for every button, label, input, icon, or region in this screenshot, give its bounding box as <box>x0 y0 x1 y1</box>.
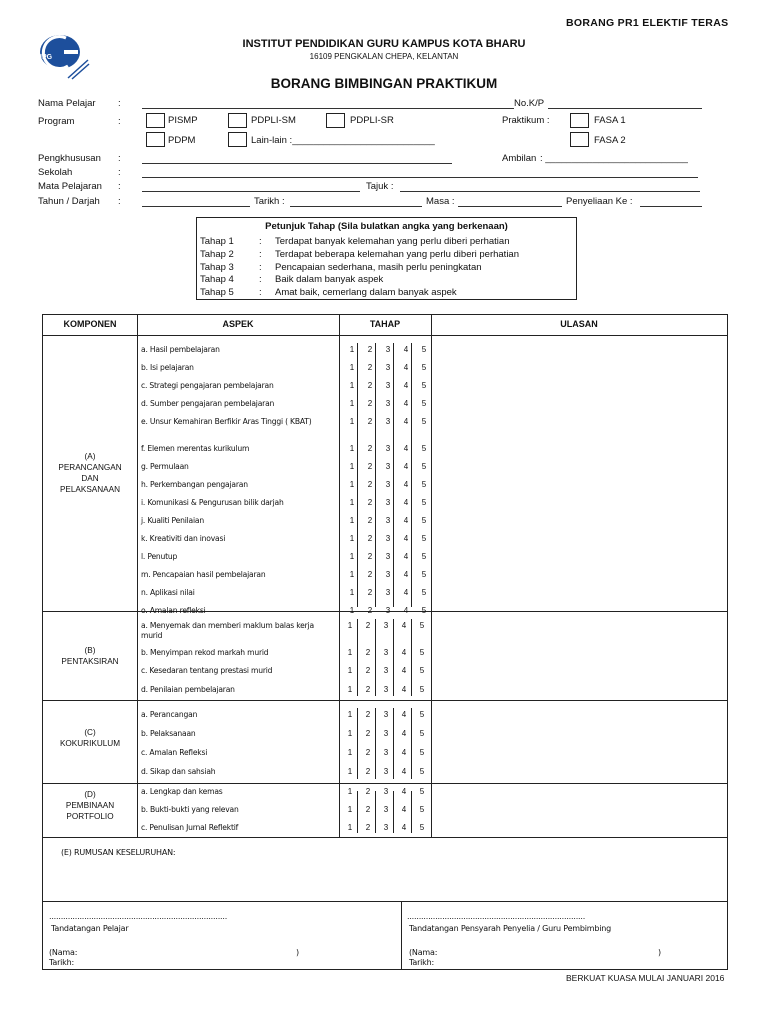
tahap-option-3[interactable]: 3 <box>385 606 391 615</box>
tahap-option-1[interactable]: 1 <box>349 462 355 471</box>
colon: : <box>118 181 121 192</box>
tahap-option-4[interactable]: 4 <box>403 363 409 372</box>
aspect-item: d. Sumber pengajaran pembelajaran <box>141 399 275 408</box>
tahap-option-1[interactable]: 1 <box>347 805 353 814</box>
level-description: Pencapaian sederhana, masih perlu peningkatan <box>275 261 482 273</box>
masa-field[interactable] <box>458 206 562 207</box>
header-komponen: KOMPONEN <box>63 319 117 329</box>
tarikh-field[interactable] <box>290 206 422 207</box>
component-label-line: PELAKSANAAN <box>59 485 121 494</box>
level-separator: : <box>259 287 262 299</box>
tahap-option-3[interactable]: 3 <box>385 363 391 372</box>
tahap-option-3[interactable]: 3 <box>383 684 389 694</box>
tahap-option-1[interactable]: 1 <box>349 570 355 579</box>
header-aspek: ASPEK <box>222 319 254 329</box>
tahap-option-4[interactable]: 4 <box>403 588 409 597</box>
label-praktikum: Praktikum : <box>502 115 550 126</box>
tahap-option-5[interactable]: 5 <box>421 462 427 471</box>
signature-area <box>42 902 728 970</box>
label-pengkhususan: Pengkhususan <box>38 153 101 164</box>
checkbox-fasa-1[interactable] <box>570 113 589 128</box>
tahap-option-3[interactable]: 3 <box>383 729 389 738</box>
tahap-option-1[interactable]: 1 <box>347 621 353 630</box>
checkbox-lain-lain[interactable] <box>228 132 247 147</box>
tahap-option-4[interactable]: 4 <box>401 710 407 719</box>
tahap-option-5[interactable]: 5 <box>421 444 427 453</box>
tahap-option-4[interactable]: 4 <box>401 805 407 814</box>
tahap-option-2[interactable]: 2 <box>367 570 373 579</box>
level-label: Tahap 5 <box>200 287 234 299</box>
checkbox-fasa-2[interactable] <box>570 132 589 147</box>
component-label-line: (D) <box>84 790 96 799</box>
sig-right-label: Tandatangan Pensyarah Penyelia / Guru Pembimbing <box>409 924 612 933</box>
header-ulasan: ULASAN <box>560 319 598 329</box>
tahap-option-5[interactable]: 5 <box>419 748 425 757</box>
tahap-option-1[interactable]: 1 <box>349 534 355 543</box>
tahap-option-1[interactable]: 1 <box>349 363 355 372</box>
institute-address: 16109 PENGKALAN CHEPA, KELANTAN <box>309 52 459 61</box>
tahap-option-3[interactable]: 3 <box>385 399 391 408</box>
tahap-option-4[interactable]: 4 <box>403 417 409 426</box>
aspect-item: j. Kualiti Penilaian <box>141 516 204 525</box>
tahap-option-4[interactable]: 4 <box>403 552 409 561</box>
tahap-option-4[interactable]: 4 <box>403 399 409 408</box>
sig-left-date[interactable]: Tarikh: <box>49 958 74 967</box>
tahap-option-2[interactable]: 2 <box>367 480 373 489</box>
aspect-item: g. Permulaan <box>141 462 189 471</box>
tahap-option-3[interactable]: 3 <box>383 787 389 796</box>
component-label-line: PERANCANGAN <box>58 463 122 472</box>
tahap-option-4[interactable]: 4 <box>401 729 407 738</box>
tahap-option-5[interactable]: 5 <box>421 570 427 579</box>
tahap-option-1[interactable]: 1 <box>349 417 355 426</box>
tahap-option-3[interactable]: 3 <box>383 823 389 832</box>
component-label-line: KOKURIKULUM <box>59 739 121 748</box>
tahap-option-2[interactable]: 2 <box>365 710 371 719</box>
tahap-option-3[interactable]: 3 <box>383 648 389 658</box>
tahap-option-5[interactable]: 5 <box>419 684 425 694</box>
tahap-option-2[interactable]: 2 <box>367 399 373 408</box>
label-penyeliaan: Penyeliaan Ke : <box>566 196 633 207</box>
tahap-option-2[interactable]: 2 <box>367 462 373 471</box>
tahap-option-4[interactable]: 4 <box>403 570 409 579</box>
aspect-item: c. Amalan Refleksi <box>141 748 208 757</box>
tahap-option-2[interactable]: 2 <box>367 444 373 453</box>
tahap-option-2[interactable]: 2 <box>365 823 371 832</box>
aspect-item: e. Unsur Kemahiran Berfikir Aras Tinggi ( KBAT) <box>141 417 312 426</box>
option-pismp: PISMP <box>168 115 198 126</box>
tahap-option-1[interactable]: 1 <box>349 480 355 489</box>
tahap-option-5[interactable]: 5 <box>421 552 427 561</box>
aspect-item: b. Menyimpan rekod markah murid <box>141 648 269 658</box>
tahap-option-1[interactable]: 1 <box>347 729 353 738</box>
checkbox-pismp[interactable] <box>146 113 165 128</box>
tahap-option-1[interactable]: 1 <box>347 684 353 694</box>
tahap-option-1[interactable]: 1 <box>349 498 355 507</box>
tahap-option-1[interactable]: 1 <box>349 345 355 354</box>
tahap-option-2[interactable]: 2 <box>365 787 371 796</box>
tahap-option-5[interactable]: 5 <box>419 805 425 814</box>
aspect-item: i. Komunikasi & Pengurusan bilik darjah <box>141 498 284 507</box>
aspect-item: a. Menyemak dan memberi maklum balas kerja murid <box>141 621 314 640</box>
tahap-option-4[interactable]: 4 <box>401 767 407 776</box>
tahap-option-2[interactable]: 2 <box>365 729 371 738</box>
tahap-option-5[interactable]: 5 <box>419 648 425 658</box>
tahap-option-3[interactable]: 3 <box>385 534 391 543</box>
tahap-option-4[interactable]: 4 <box>401 787 407 796</box>
label-ambilan: Ambilan <box>502 153 537 164</box>
tahap-option-5[interactable]: 5 <box>421 399 427 408</box>
tahap-option-2[interactable]: 2 <box>367 516 373 525</box>
level-label: Tahap 3 <box>200 261 234 273</box>
tahap-option-2[interactable]: 2 <box>367 606 373 615</box>
colon: : <box>118 98 121 109</box>
footer-effective-date: BERKUAT KUASA MULAI JANUARI 2016 <box>566 973 725 983</box>
ambilan-field[interactable]: : ___________________________ <box>540 153 688 164</box>
colon: : <box>118 153 121 164</box>
tahap-option-2[interactable]: 2 <box>365 666 371 676</box>
mata-pelajaran-field[interactable] <box>142 191 360 192</box>
tahap-option-4[interactable]: 4 <box>401 648 407 658</box>
aspect-item: l. Penutup <box>141 552 178 561</box>
aspect-item: o. Amalan refleksi <box>141 606 206 615</box>
tahap-option-3[interactable]: 3 <box>385 417 391 426</box>
component-label-line: (B) <box>84 646 96 655</box>
tahap-option-4[interactable]: 4 <box>403 381 409 390</box>
level-separator: : <box>259 248 262 260</box>
instructions-box <box>196 217 577 300</box>
tahap-option-5[interactable]: 5 <box>421 588 427 597</box>
tahap-option-4[interactable]: 4 <box>403 462 409 471</box>
penyeliaan-field[interactable] <box>640 206 702 207</box>
tahap-option-3[interactable]: 3 <box>385 462 391 471</box>
tahap-option-2[interactable]: 2 <box>367 363 373 372</box>
aspect-item: h. Perkembangan pengajaran <box>141 480 248 489</box>
label-masa: Masa : <box>426 196 455 207</box>
tahap-option-1[interactable]: 1 <box>347 787 353 796</box>
tahap-option-4[interactable]: 4 <box>401 621 407 630</box>
tahap-option-5[interactable]: 5 <box>421 345 427 354</box>
aspect-item: b. Isi pelajaran <box>141 363 194 372</box>
tahap-option-5[interactable]: 5 <box>419 729 425 738</box>
level-description: Baik dalam banyak aspek <box>275 274 384 286</box>
sig-left-label: Tandatangan Pelajar <box>51 924 129 933</box>
component-label <box>43 451 137 495</box>
checkbox-pdpli-sr[interactable] <box>326 113 345 128</box>
tahap-option-5[interactable]: 5 <box>421 381 427 390</box>
tahap-option-3[interactable]: 3 <box>383 666 389 676</box>
label-mata-pelajaran: Mata Pelajaran <box>38 181 102 192</box>
tahap-option-4[interactable]: 4 <box>401 666 407 676</box>
tahap-option-3[interactable]: 3 <box>383 767 389 776</box>
signature-divider <box>401 902 402 970</box>
tahap-option-5[interactable]: 5 <box>421 516 427 525</box>
sekolah-field[interactable] <box>142 177 698 178</box>
tahap-option-4[interactable]: 4 <box>403 516 409 525</box>
nokp-field[interactable] <box>548 108 702 109</box>
level-label: Tahap 4 <box>200 274 234 286</box>
tahap-option-3[interactable]: 3 <box>385 588 391 597</box>
sig-right-date[interactable]: Tarikh: <box>409 958 434 967</box>
tahap-option-3[interactable]: 3 <box>385 498 391 507</box>
instructions-title: Petunjuk Tahap (Sila bulatkan angka yang berkenaan) <box>265 221 508 232</box>
col-divider-komponen <box>137 315 138 837</box>
component-label <box>43 727 137 749</box>
tahap-option-5[interactable]: 5 <box>421 417 427 426</box>
tahap-option-4[interactable]: 4 <box>401 684 407 694</box>
tahap-option-3[interactable]: 3 <box>383 805 389 814</box>
tahap-option-2[interactable]: 2 <box>367 417 373 426</box>
tahun-darjah-field[interactable] <box>142 206 250 207</box>
tahap-option-1[interactable]: 1 <box>349 399 355 408</box>
label-nokp: No.K/P <box>514 98 545 109</box>
logo-text: IPG <box>40 54 53 61</box>
tahap-option-4[interactable]: 4 <box>401 823 407 832</box>
tahap-option-1[interactable]: 1 <box>349 516 355 525</box>
component-label <box>43 789 137 822</box>
tahap-option-3[interactable]: 3 <box>383 621 389 630</box>
sig-left-dots[interactable]: ............................................................................ <box>49 912 228 921</box>
tahap-option-2[interactable]: 2 <box>367 534 373 543</box>
tahap-option-1[interactable]: 1 <box>347 823 353 832</box>
tahap-option-5[interactable]: 5 <box>419 787 425 796</box>
tahap-option-2[interactable]: 2 <box>365 748 371 757</box>
sig-right-name[interactable]: (Nama: <box>409 948 438 957</box>
tahap-option-1[interactable]: 1 <box>349 381 355 390</box>
tahap-option-4[interactable]: 4 <box>403 480 409 489</box>
tahap-option-2[interactable]: 2 <box>365 767 371 776</box>
label-tahun-darjah: Tahun / Darjah <box>38 196 100 207</box>
tahap-option-3[interactable]: 3 <box>383 748 389 757</box>
aspect-item: d. Sikap dan sahsiah <box>141 767 216 776</box>
aspect-item: c. Penulisan Jurnal Reflektif <box>141 823 239 832</box>
aspect-item: n. Aplikasi nilai <box>141 588 195 597</box>
aspect-item: f. Elemen merentas kurikulum <box>141 444 250 453</box>
tahap-option-1[interactable]: 1 <box>347 748 353 757</box>
summary-label: (E) RUMUSAN KESELURUHAN: <box>61 848 176 857</box>
tahap-option-1[interactable]: 1 <box>347 710 353 719</box>
header-tahap: TAHAP <box>369 319 401 329</box>
tahap-option-5[interactable]: 5 <box>421 498 427 507</box>
form-title: BORANG BIMBINGAN PRAKTIKUM <box>270 76 498 91</box>
level-description: Terdapat banyak kelemahan yang perlu diberi perhatian <box>275 236 510 247</box>
label-tarikh: Tarikh : <box>254 196 285 207</box>
aspect-item: a. Perancangan <box>141 710 198 719</box>
tahap-option-2[interactable]: 2 <box>365 648 371 658</box>
tahap-option-4[interactable]: 4 <box>403 498 409 507</box>
tahap-option-5[interactable]: 5 <box>419 823 425 832</box>
tahap-option-4[interactable]: 4 <box>403 606 409 615</box>
tahap-option-5[interactable]: 5 <box>419 710 425 719</box>
tahap-option-5[interactable]: 5 <box>419 767 425 776</box>
component-label-line: PENTAKSIRAN <box>61 657 119 666</box>
aspect-item: b. Bukti-bukti yang relevan <box>141 805 239 814</box>
col-divider-aspek <box>339 315 340 837</box>
tahap-option-5[interactable]: 5 <box>421 606 427 615</box>
tahap-option-5[interactable]: 5 <box>421 363 427 372</box>
component-label-line: (C) <box>84 728 96 737</box>
section-divider <box>43 783 727 784</box>
tahap-option-4[interactable]: 4 <box>401 748 407 757</box>
tahap-option-2[interactable]: 2 <box>365 684 371 694</box>
component-label-line: PEMBINAAN <box>65 801 115 810</box>
sig-right-close: ) <box>658 948 661 957</box>
tahap-option-1[interactable]: 1 <box>347 666 353 676</box>
tahap-option-1[interactable]: 1 <box>347 648 353 658</box>
aspect-item: b. Pelaksanaan <box>141 729 196 738</box>
label-sekolah: Sekolah <box>38 167 73 178</box>
option-lain-lain[interactable]: Lain-lain :___________________________ <box>251 135 435 146</box>
tahap-option-3[interactable]: 3 <box>385 552 391 561</box>
tahap-option-3[interactable]: 3 <box>383 710 389 719</box>
tahap-option-5[interactable]: 5 <box>421 480 427 489</box>
form-code: BORANG PR1 ELEKTIF TERAS <box>566 17 729 29</box>
aspect-item: c. Kesedaran tentang prestasi murid <box>141 666 273 676</box>
evaluation-table <box>42 314 728 902</box>
pengkhususan-field[interactable] <box>142 163 452 164</box>
checkbox-pdpm[interactable] <box>146 132 165 147</box>
tahap-option-1[interactable]: 1 <box>349 588 355 597</box>
aspect-item: m. Pencapaian hasil pembelajaran <box>141 570 266 579</box>
option-fasa-2: FASA 2 <box>594 135 626 146</box>
tahap-option-5[interactable]: 5 <box>421 534 427 543</box>
component-label-line: DAN <box>81 474 99 483</box>
tahap-option-1[interactable]: 1 <box>349 552 355 561</box>
tahap-option-3[interactable]: 3 <box>385 570 391 579</box>
nama-pelajar-field[interactable] <box>142 108 514 109</box>
label-tajuk: Tajuk : <box>366 181 394 192</box>
tahap-option-2[interactable]: 2 <box>367 381 373 390</box>
label-program: Program <box>38 116 75 127</box>
aspect-item: a. Lengkap dan kemas <box>141 787 223 796</box>
tahap-option-5[interactable]: 5 <box>419 621 425 630</box>
level-separator: : <box>259 261 262 273</box>
tahap-option-3[interactable]: 3 <box>385 516 391 525</box>
sig-left-name[interactable]: (Nama: <box>49 948 78 957</box>
option-pdpli-sr: PDPLI-SR <box>350 115 394 126</box>
tahap-option-3[interactable]: 3 <box>385 381 391 390</box>
component-label-line: PORTFOLIO <box>66 812 114 821</box>
tahap-option-2[interactable]: 2 <box>367 552 373 561</box>
tahap-option-4[interactable]: 4 <box>403 345 409 354</box>
summary-input[interactable] <box>143 863 703 893</box>
header-divider <box>43 335 727 336</box>
tahap-option-1[interactable]: 1 <box>349 444 355 453</box>
sig-right-dots[interactable]: ............................................................................ <box>407 912 586 921</box>
option-pdpli-sm: PDPLI-SM <box>251 115 296 126</box>
level-separator: : <box>259 274 262 286</box>
section-divider <box>43 837 727 838</box>
colon: : <box>118 116 121 127</box>
component-label <box>43 645 137 667</box>
option-fasa-1: FASA 1 <box>594 115 626 126</box>
colon: : <box>118 196 121 207</box>
level-description: Terdapat beberapa kelemahan yang perlu diberi perhatian <box>275 248 520 260</box>
level-description: Amat baik, cemerlang dalam banyak aspek <box>275 287 457 299</box>
sig-left-close: ) <box>296 948 299 957</box>
aspect-item: a. Hasil pembelajaran <box>141 345 220 354</box>
section-divider <box>43 700 727 701</box>
tahap-option-1[interactable]: 1 <box>349 606 355 615</box>
tahap-option-3[interactable]: 3 <box>385 345 391 354</box>
colon: : <box>118 167 121 178</box>
tahap-option-3[interactable]: 3 <box>385 480 391 489</box>
institute-name: INSTITUT PENDIDIKAN GURU KAMPUS KOTA BHARU <box>242 38 526 50</box>
tahap-option-1[interactable]: 1 <box>347 767 353 776</box>
tahap-option-2[interactable]: 2 <box>365 805 371 814</box>
aspect-item: d. Penilaian pembelajaran <box>141 684 235 694</box>
tahap-option-4[interactable]: 4 <box>403 534 409 543</box>
tahap-option-3[interactable]: 3 <box>385 444 391 453</box>
aspect-item: c. Strategi pengajaran pembelajaran <box>141 381 274 390</box>
option-pdpm: PDPM <box>168 135 196 146</box>
level-label: Tahap 1 <box>200 236 234 247</box>
tahap-option-4[interactable]: 4 <box>403 444 409 453</box>
level-separator: : <box>259 236 262 247</box>
tahap-option-2[interactable]: 2 <box>367 345 373 354</box>
tajuk-field[interactable] <box>400 191 700 192</box>
checkbox-pdpli-sm[interactable] <box>228 113 247 128</box>
component-label-line: (A) <box>84 452 96 461</box>
tahap-option-5[interactable]: 5 <box>419 666 425 676</box>
aspect-item: k. Kreativiti dan inovasi <box>141 534 226 543</box>
tahap-option-2[interactable]: 2 <box>367 588 373 597</box>
label-nama-pelajar: Nama Pelajar <box>38 98 96 109</box>
tahap-option-2[interactable]: 2 <box>367 498 373 507</box>
tahap-option-2[interactable]: 2 <box>365 621 371 630</box>
level-label: Tahap 2 <box>200 248 234 260</box>
